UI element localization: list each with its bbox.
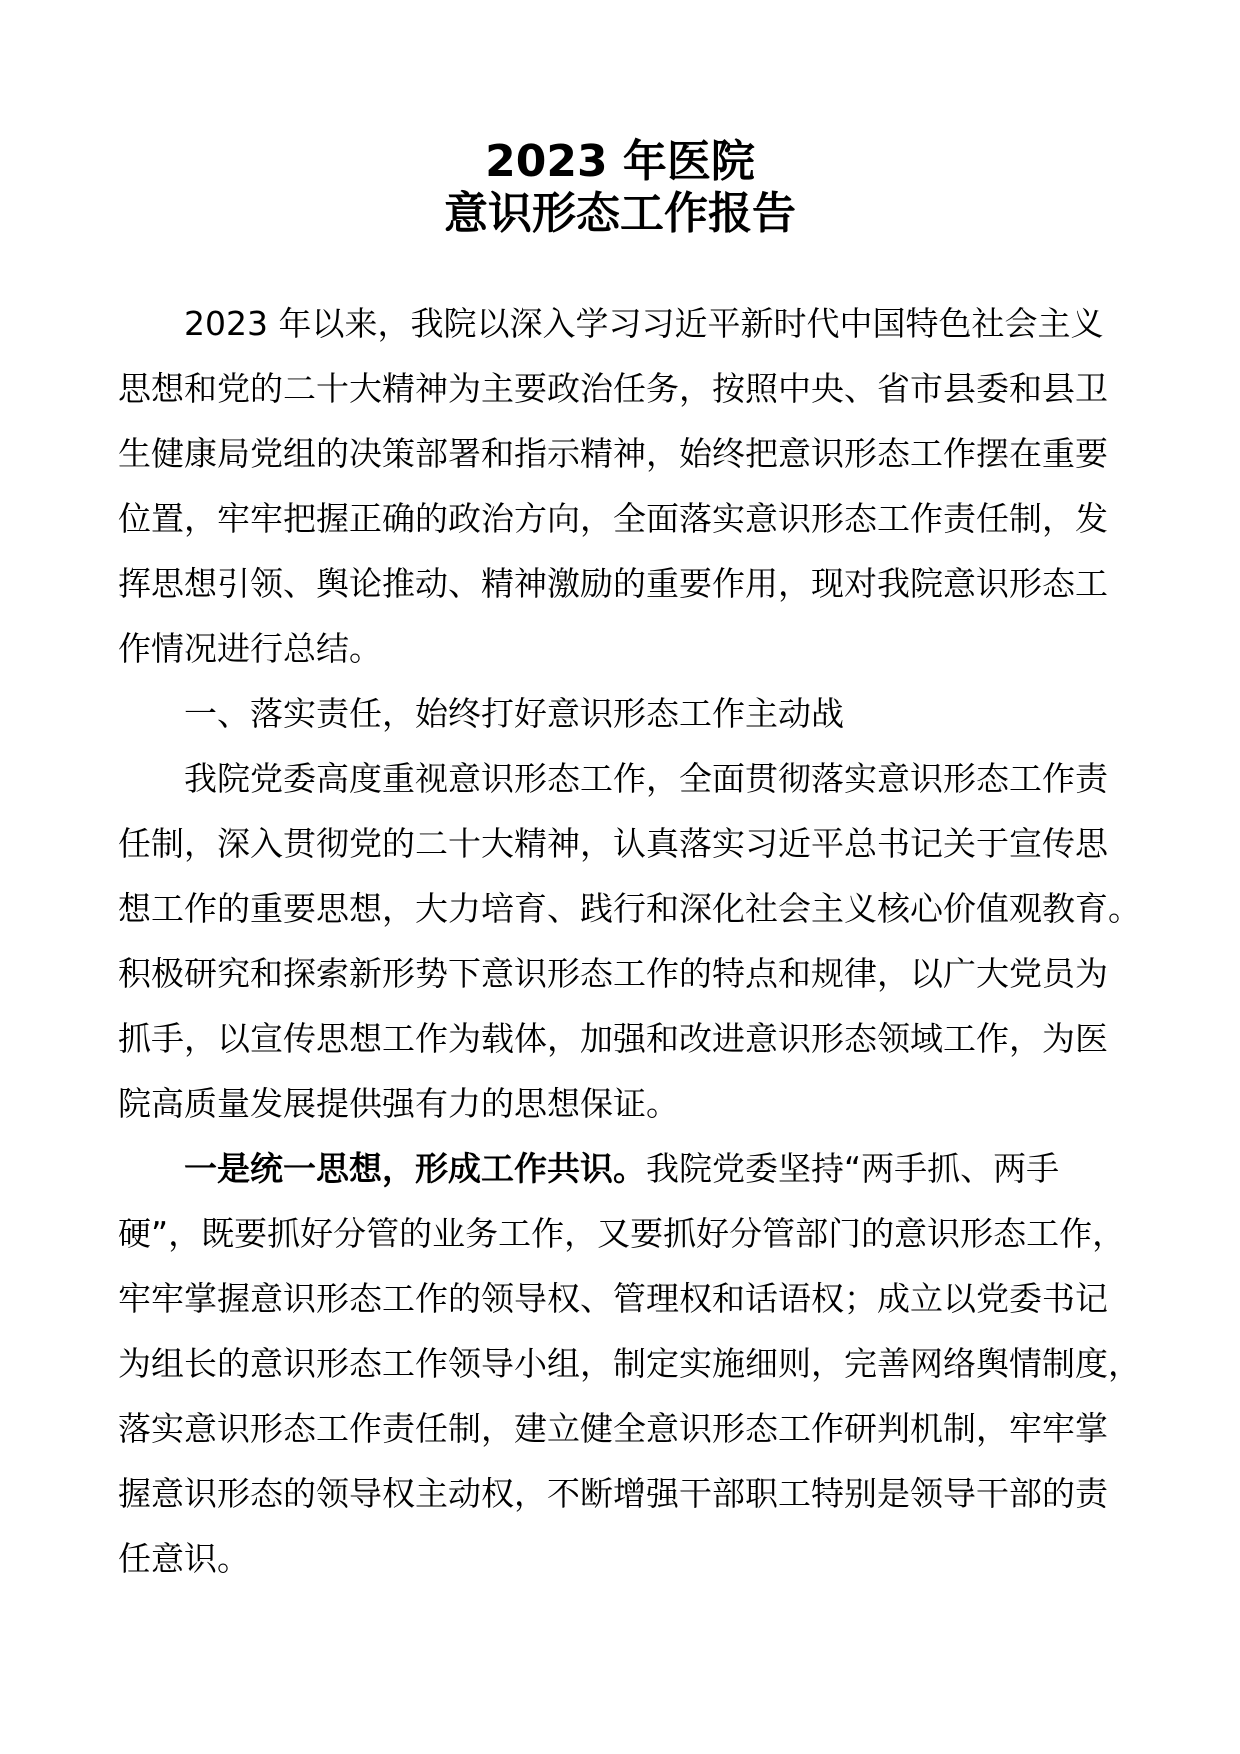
paragraph-2-line: 任制，深入贯彻党的二十大精神，认真落实习近平总书记关于宣传思	[118, 824, 1108, 863]
paragraph-3-first-line	[118, 1136, 1128, 1201]
section-heading: 一、落实责任，始终打好意识形态工作主动战	[184, 694, 844, 733]
document-title-line-2: 意识形态工作报告	[444, 188, 796, 239]
paragraph-1-line: 生健康局党组的决策部署和指示精神，始终把意识形态工作摆在重要	[118, 434, 1108, 473]
paragraph-3-bold-lead: 一是统一思想，形成工作共识。	[184, 1149, 646, 1188]
document-body	[118, 291, 1141, 1591]
paragraph-2-line: 抓手，以宣传思想工作为载体，加强和改进意识形态领域工作，为医	[118, 1019, 1108, 1058]
paragraph-3-line: 握意识形态的领导权主动权，不断增强干部职工特别是领导干部的责	[118, 1474, 1108, 1513]
paragraph-3-line: 牢牢掌握意识形态工作的领导权、管理权和话语权；成立以党委书记	[118, 1279, 1108, 1318]
paragraph-3-line: 落实意识形态工作责任制，建立健全意识形态工作研判机制，牢牢掌	[118, 1409, 1108, 1448]
paragraph-1-line: 思想和党的二十大精神为主要政治任务，按照中央、省市县委和县卫	[118, 369, 1108, 408]
paragraph-3-line: 任意识。	[118, 1539, 250, 1578]
paragraph-3-line: 硬”，既要抓好分管的业务工作，又要抓好分管部门的意识形态工作，	[118, 1214, 1126, 1253]
paragraph-2-line: 我院党委高度重视意识形态工作，全面贯彻落实意识形态工作责	[184, 759, 1108, 798]
paragraph-2-line: 积极研究和探索新形势下意识形态工作的特点和规律，以广大党员为	[118, 954, 1108, 993]
document-title-line-1: 2023 年医院	[485, 136, 755, 187]
paragraph-1-line: 2023 年以来，我院以深入学习习近平新时代中国特色社会主义	[184, 304, 1104, 343]
paragraph-1-line: 作情况进行总结。	[118, 629, 382, 668]
paragraph-2-line: 想工作的重要思想，大力培育、践行和深化社会主义核心价值观教育。	[118, 889, 1141, 928]
paragraph-1-line: 位置，牢牢把握正确的政治方向，全面落实意识形态工作责任制，发	[118, 499, 1108, 538]
paragraph-3-first-line-text: 我院党委坚持“两手抓、两手	[646, 1149, 1060, 1188]
paragraph-2-line: 院高质量发展提供强有力的思想保证。	[118, 1084, 679, 1123]
paragraph-1-line: 挥思想引领、舆论推动、精神激励的重要作用，现对我院意识形态工	[118, 564, 1108, 603]
paragraph-3-line: 为组长的意识形态工作领导小组，制定实施细则，完善网络舆情制度，	[118, 1344, 1141, 1383]
